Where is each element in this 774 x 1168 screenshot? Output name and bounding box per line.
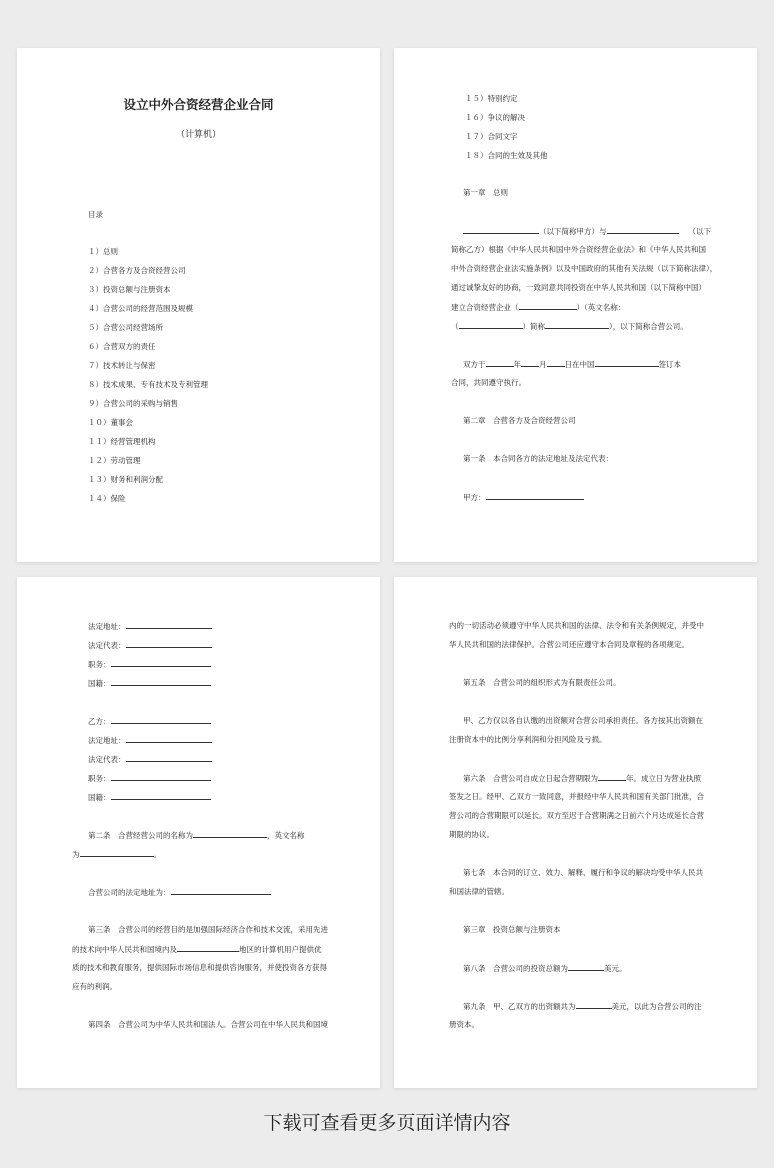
field-line: 职务： xyxy=(88,772,211,784)
document-page-2 xyxy=(394,48,757,562)
toc-item: １５）特别约定 xyxy=(465,94,518,103)
toc-heading: 目录 xyxy=(88,210,103,219)
blank-underline xyxy=(111,791,211,800)
paragraph-line: 华人民共和国的法律保护。合营公司还应遵守本合同及章程的各项规定。 xyxy=(449,640,689,649)
toc-item: １２）劳动管理 xyxy=(88,456,141,465)
address-line: 合营公司的法定地址为： xyxy=(88,886,271,898)
toc-item: １１）经营管理机构 xyxy=(88,437,156,446)
blank-underline xyxy=(463,225,539,234)
paragraph-line: 通过诚挚友好的协商，一致同意共同投资在中华人民共和国（以下简称中国） xyxy=(451,283,706,292)
field-line: 法定代表： xyxy=(88,753,212,765)
party-a-line: 甲方： xyxy=(463,491,584,503)
blank-underline xyxy=(126,734,212,743)
blank-underline xyxy=(598,772,626,781)
field-line: 国籍： xyxy=(88,677,211,689)
article-line: 第一条 本合同各方的法定地址及法定代表： xyxy=(463,454,613,463)
paragraph-line: 中外合资经营企业法实施条例》以及中国政府的其他有关法规（以下简称法律）， xyxy=(451,264,718,273)
article-line: 册资本。 xyxy=(449,1020,479,1029)
toc-item: １３）财务和利润分配 xyxy=(88,475,163,484)
blank-underline xyxy=(521,358,539,367)
chapter-heading: 第三章 投资总额与注册资本 xyxy=(463,925,561,934)
article-line: 和国法律的管辖。 xyxy=(449,887,509,896)
blank-underline xyxy=(568,962,604,971)
article-line: 第七条 本合同的订立、效力、解释、履行和争议的解决均受中华人民共 xyxy=(463,868,703,877)
document-subtitle: （计算机） xyxy=(175,130,221,140)
article-line: 营公司的合营期限可以延长。双方至迟于合营期满之日前六个月达成延长合营 xyxy=(449,811,704,820)
paragraph-line: 简称乙方）根据《中华人民共和国中外合资经营企业法》和《中华人民共和国 xyxy=(451,245,706,254)
toc-item: １）总则 xyxy=(88,247,118,256)
blank-underline xyxy=(459,320,523,329)
blank-underline xyxy=(111,677,211,686)
toc-item: ８）技术成果、专有技术及专利管理 xyxy=(88,380,208,389)
blank-underline xyxy=(80,848,154,857)
blank-underline xyxy=(193,829,267,838)
blank-underline xyxy=(177,943,239,952)
paragraph-line: 甲、乙方仅以各自认缴的出资额对合营公司承担责任。各方按其出资额在 xyxy=(463,716,703,725)
article-line: 第二条 合营经营公司的名称为 ，英文名称 xyxy=(88,831,305,840)
article-line: 第八条 合营公司的投资总额为 美元。 xyxy=(463,964,627,973)
paragraph-line: （以下简称甲方）与 （以下 xyxy=(463,225,711,237)
document-page-4 xyxy=(394,577,757,1088)
toc-item: １７）合同文字 xyxy=(465,132,518,141)
toc-item: ５）合营公司经营场所 xyxy=(88,323,163,332)
article-line: 第三条 合营公司的经营目的是加强国际经济合作和技术交流，采用先进 xyxy=(88,925,328,934)
download-more-caption: 下载可查看更多页面详情内容 xyxy=(263,1112,511,1134)
blank-underline xyxy=(547,358,565,367)
article-line: 第五条 合营公司的组织形式为有限责任公司。 xyxy=(463,678,621,687)
article-line: 为 。 xyxy=(72,850,161,859)
article-line: 签发之日。经甲、乙双方一致同意，并报经中华人民共和国有关部门批准，合 xyxy=(449,792,704,801)
field-line: 法定代表： xyxy=(88,639,212,651)
blank-underline xyxy=(576,1000,612,1009)
paragraph-line: （ ）简称 ），以下简称合营公司。 xyxy=(451,322,688,331)
blank-underline xyxy=(486,358,514,367)
toc-item: ４）合营公司的经营范围及规模 xyxy=(88,304,193,313)
article-line: 期限的协议。 xyxy=(449,830,494,839)
blank-underline xyxy=(126,753,212,762)
article-line: 应有的利润。 xyxy=(72,982,117,991)
blank-underline xyxy=(545,320,609,329)
article-line: 质的技术和教育服务，提供国际市场信息和提供咨询服务，并使投资各方获得 xyxy=(72,963,327,972)
toc-item: ９）合营公司的采购与销售 xyxy=(88,399,178,408)
field-line: 职务： xyxy=(88,658,211,670)
paragraph-line: 注册资本中的比例分享利润和分担风险及亏损。 xyxy=(449,735,607,744)
article-line: 第四条 合营公司为中华人民共和国法人。合营公司在中华人民共和国境 xyxy=(88,1020,328,1029)
document-title: 设立中外合资经营企业合同 xyxy=(123,97,274,112)
document-page-1 xyxy=(17,48,380,562)
blank-underline xyxy=(486,491,584,500)
article-line: 第九条 甲、乙双方的出资额共为 美元，以此为合营公司的注 xyxy=(463,1002,702,1011)
toc-item: ７）技术转让与保密 xyxy=(88,361,156,370)
blank-underline xyxy=(607,225,679,234)
field-line: 国籍： xyxy=(88,791,211,803)
toc-item: １４）保险 xyxy=(88,494,126,503)
blank-underline xyxy=(595,358,659,367)
blank-underline xyxy=(111,715,211,724)
blank-underline xyxy=(111,772,211,781)
chapter-heading: 第一章 总则 xyxy=(463,188,508,197)
blank-underline xyxy=(171,886,271,895)
toc-item: ２）合营各方及合资经营公司 xyxy=(88,266,186,275)
party-b-line: 乙方： xyxy=(88,715,211,727)
chapter-heading: 第二章 合营各方及合资经营公司 xyxy=(463,416,576,425)
blank-underline xyxy=(519,301,577,310)
paragraph-line: 合同，共同遵守执行。 xyxy=(451,378,526,387)
blank-underline xyxy=(126,639,212,648)
paragraph-line: 双方于 年 月 日在中国 签订本 xyxy=(463,360,681,369)
field-line: 法定地址： xyxy=(88,620,212,632)
blank-underline xyxy=(126,620,212,629)
paragraph-line: 内的一切活动必须遵守中华人民共和国的法律、法令和有关条例规定，并受中 xyxy=(449,621,704,630)
paragraph-line: 建立合资经营企业（ ）（英文名称： xyxy=(451,303,626,312)
toc-item: ３）投资总额与注册资本 xyxy=(88,285,171,294)
toc-item: ６）合营双方的责任 xyxy=(88,342,156,351)
toc-item: １０）董事会 xyxy=(88,418,133,427)
article-line: 第六条 合营公司自成立日起合营期限为 年。成立日为营业执照 xyxy=(463,774,701,783)
blank-underline xyxy=(111,658,211,667)
toc-item: １８）合同的生效及其他 xyxy=(465,151,548,160)
field-line: 法定地址： xyxy=(88,734,212,746)
toc-item: １６）争议的解决 xyxy=(465,113,525,122)
article-line: 的技术向中华人民共和国境内及 地区的计算机用户提供优 xyxy=(72,945,322,954)
document-page-3 xyxy=(17,577,380,1088)
